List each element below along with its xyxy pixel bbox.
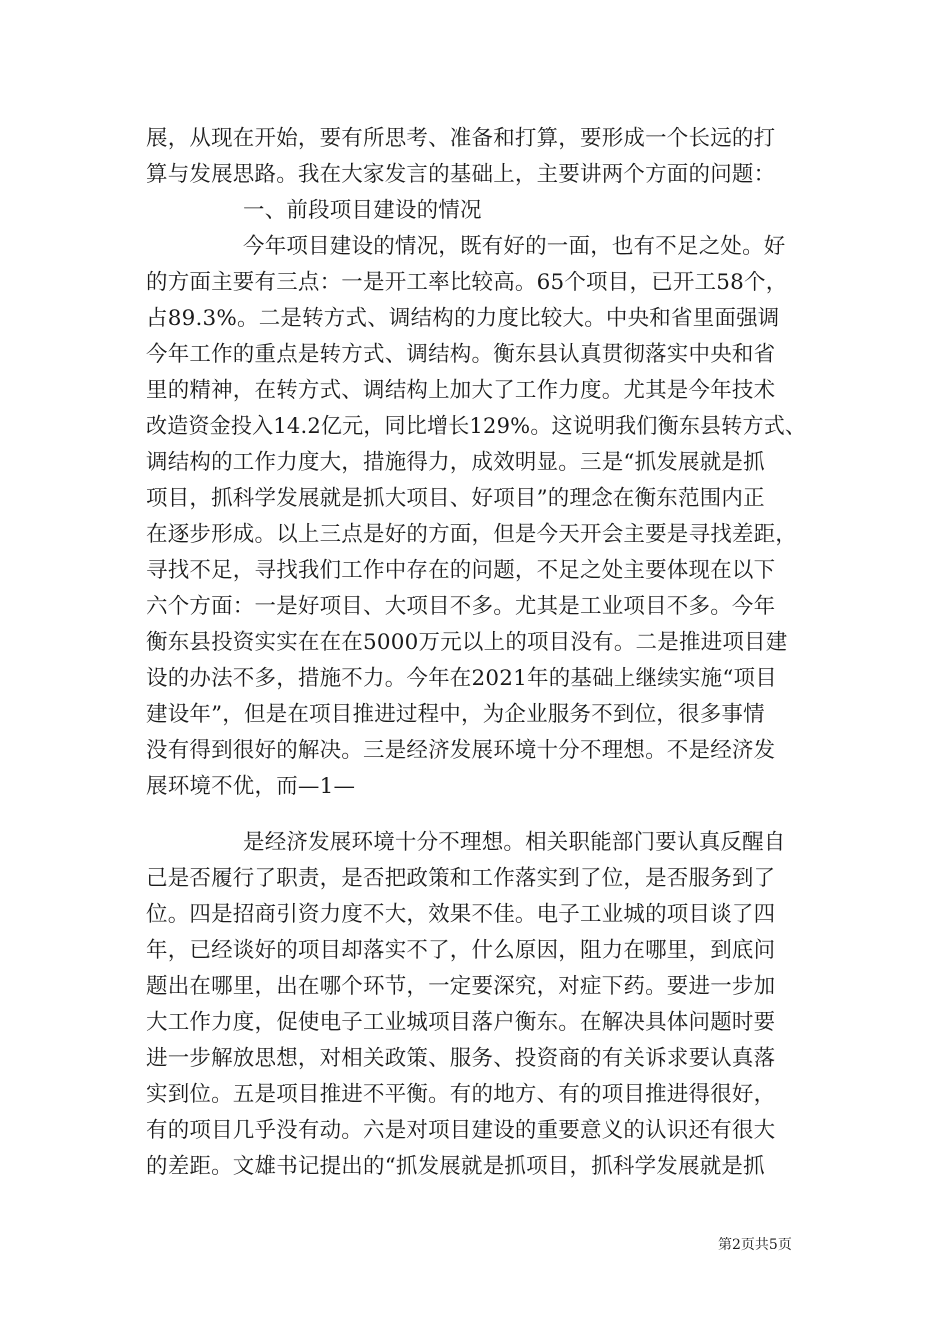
page-number: 第2页共5页 — [718, 1237, 792, 1253]
text-line: 进一步解放思想，对相关政策、服务、投资商的有关诉求要认真落 — [146, 1046, 776, 1071]
text-line: 年，已经谈好的项目却落实不了，什么原因，阻力在哪里，到底问 — [146, 938, 776, 963]
text-line: 项目，抓科学发展就是抓大项目、好项目”的理念在衡东范围内正 — [146, 486, 765, 511]
text-line: 是经济发展环境十分不理想。相关职能部门要认真反醒自 — [243, 830, 786, 855]
text-line: 今年工作的重点是转方式、调结构。衡东县认真贯彻落实中央和省 — [146, 342, 776, 367]
text-line: 的差距。文雄书记提出的“抓发展就是抓项目，抓科学发展就是抓 — [146, 1154, 765, 1179]
text-line: 没有得到很好的解决。三是经济发展环境十分不理想。不是经济发 — [146, 738, 776, 763]
text-line: 建设年”，但是在项目推进过程中，为企业服务不到位，很多事情 — [146, 702, 765, 727]
text-line: 的方面主要有三点：一是开工率比较高。65个项目，已开工58个， — [146, 270, 788, 295]
section-heading: 一、前段项目建设的情况 — [243, 198, 482, 223]
text-line: 有的项目几乎没有动。六是对项目建设的重要意义的认识还有很大 — [146, 1118, 776, 1143]
text-line: 占89.3%。二是转方式、调结构的力度比较大。中央和省里面强调 — [146, 306, 780, 331]
text-line: 实到位。五是项目推进不平衡。有的地方、有的项目推进得很好， — [146, 1082, 776, 1107]
text-line: 衡东县投资实实在在在5000万元以上的项目没有。二是推进项目建 — [146, 630, 788, 655]
text-line: 寻找不足，寻找我们工作中存在的问题，不足之处主要体现在以下 — [146, 558, 776, 583]
text-line: 展，从现在开始，要有所思考、准备和打算，要形成一个长远的打 — [146, 126, 776, 151]
text-line: 在逐步形成。以上三点是好的方面，但是今天开会主要是寻找差距， — [146, 522, 798, 547]
text-line: 大工作力度，促使电子工业城项目落户衡东。在解决具体问题时要 — [146, 1010, 776, 1035]
text-line: 题出在哪里，出在哪个环节，一定要深究，对症下药。要进一步加 — [146, 974, 776, 999]
text-line: 算与发展思路。我在大家发言的基础上，主要讲两个方面的问题： — [146, 162, 776, 187]
text-line: 今年项目建设的情况，既有好的一面，也有不足之处。好 — [243, 234, 786, 259]
text-line: 里的精神，在转方式、调结构上加大了工作力度。尤其是今年技术 — [146, 378, 776, 403]
text-line: 展环境不优，而—1— — [146, 774, 356, 799]
text-line: 调结构的工作力度大，措施得力，成效明显。三是“抓发展就是抓 — [146, 450, 765, 475]
text-line: 设的办法不多，措施不力。今年在2021年的基础上继续实施“项目 — [146, 666, 777, 691]
text-line: 改造资金投入14.2亿元，同比增长129%。这说明我们衡东县转方式、 — [146, 414, 807, 439]
text-line: 位。四是招商引资力度不大，效果不佳。电子工业城的项目谈了四 — [146, 902, 776, 927]
text-line: 己是否履行了职责，是否把政策和工作落实到了位，是否服务到了 — [146, 866, 776, 891]
text-line: 六个方面：一是好项目、大项目不多。尤其是工业项目不多。今年 — [146, 594, 776, 619]
